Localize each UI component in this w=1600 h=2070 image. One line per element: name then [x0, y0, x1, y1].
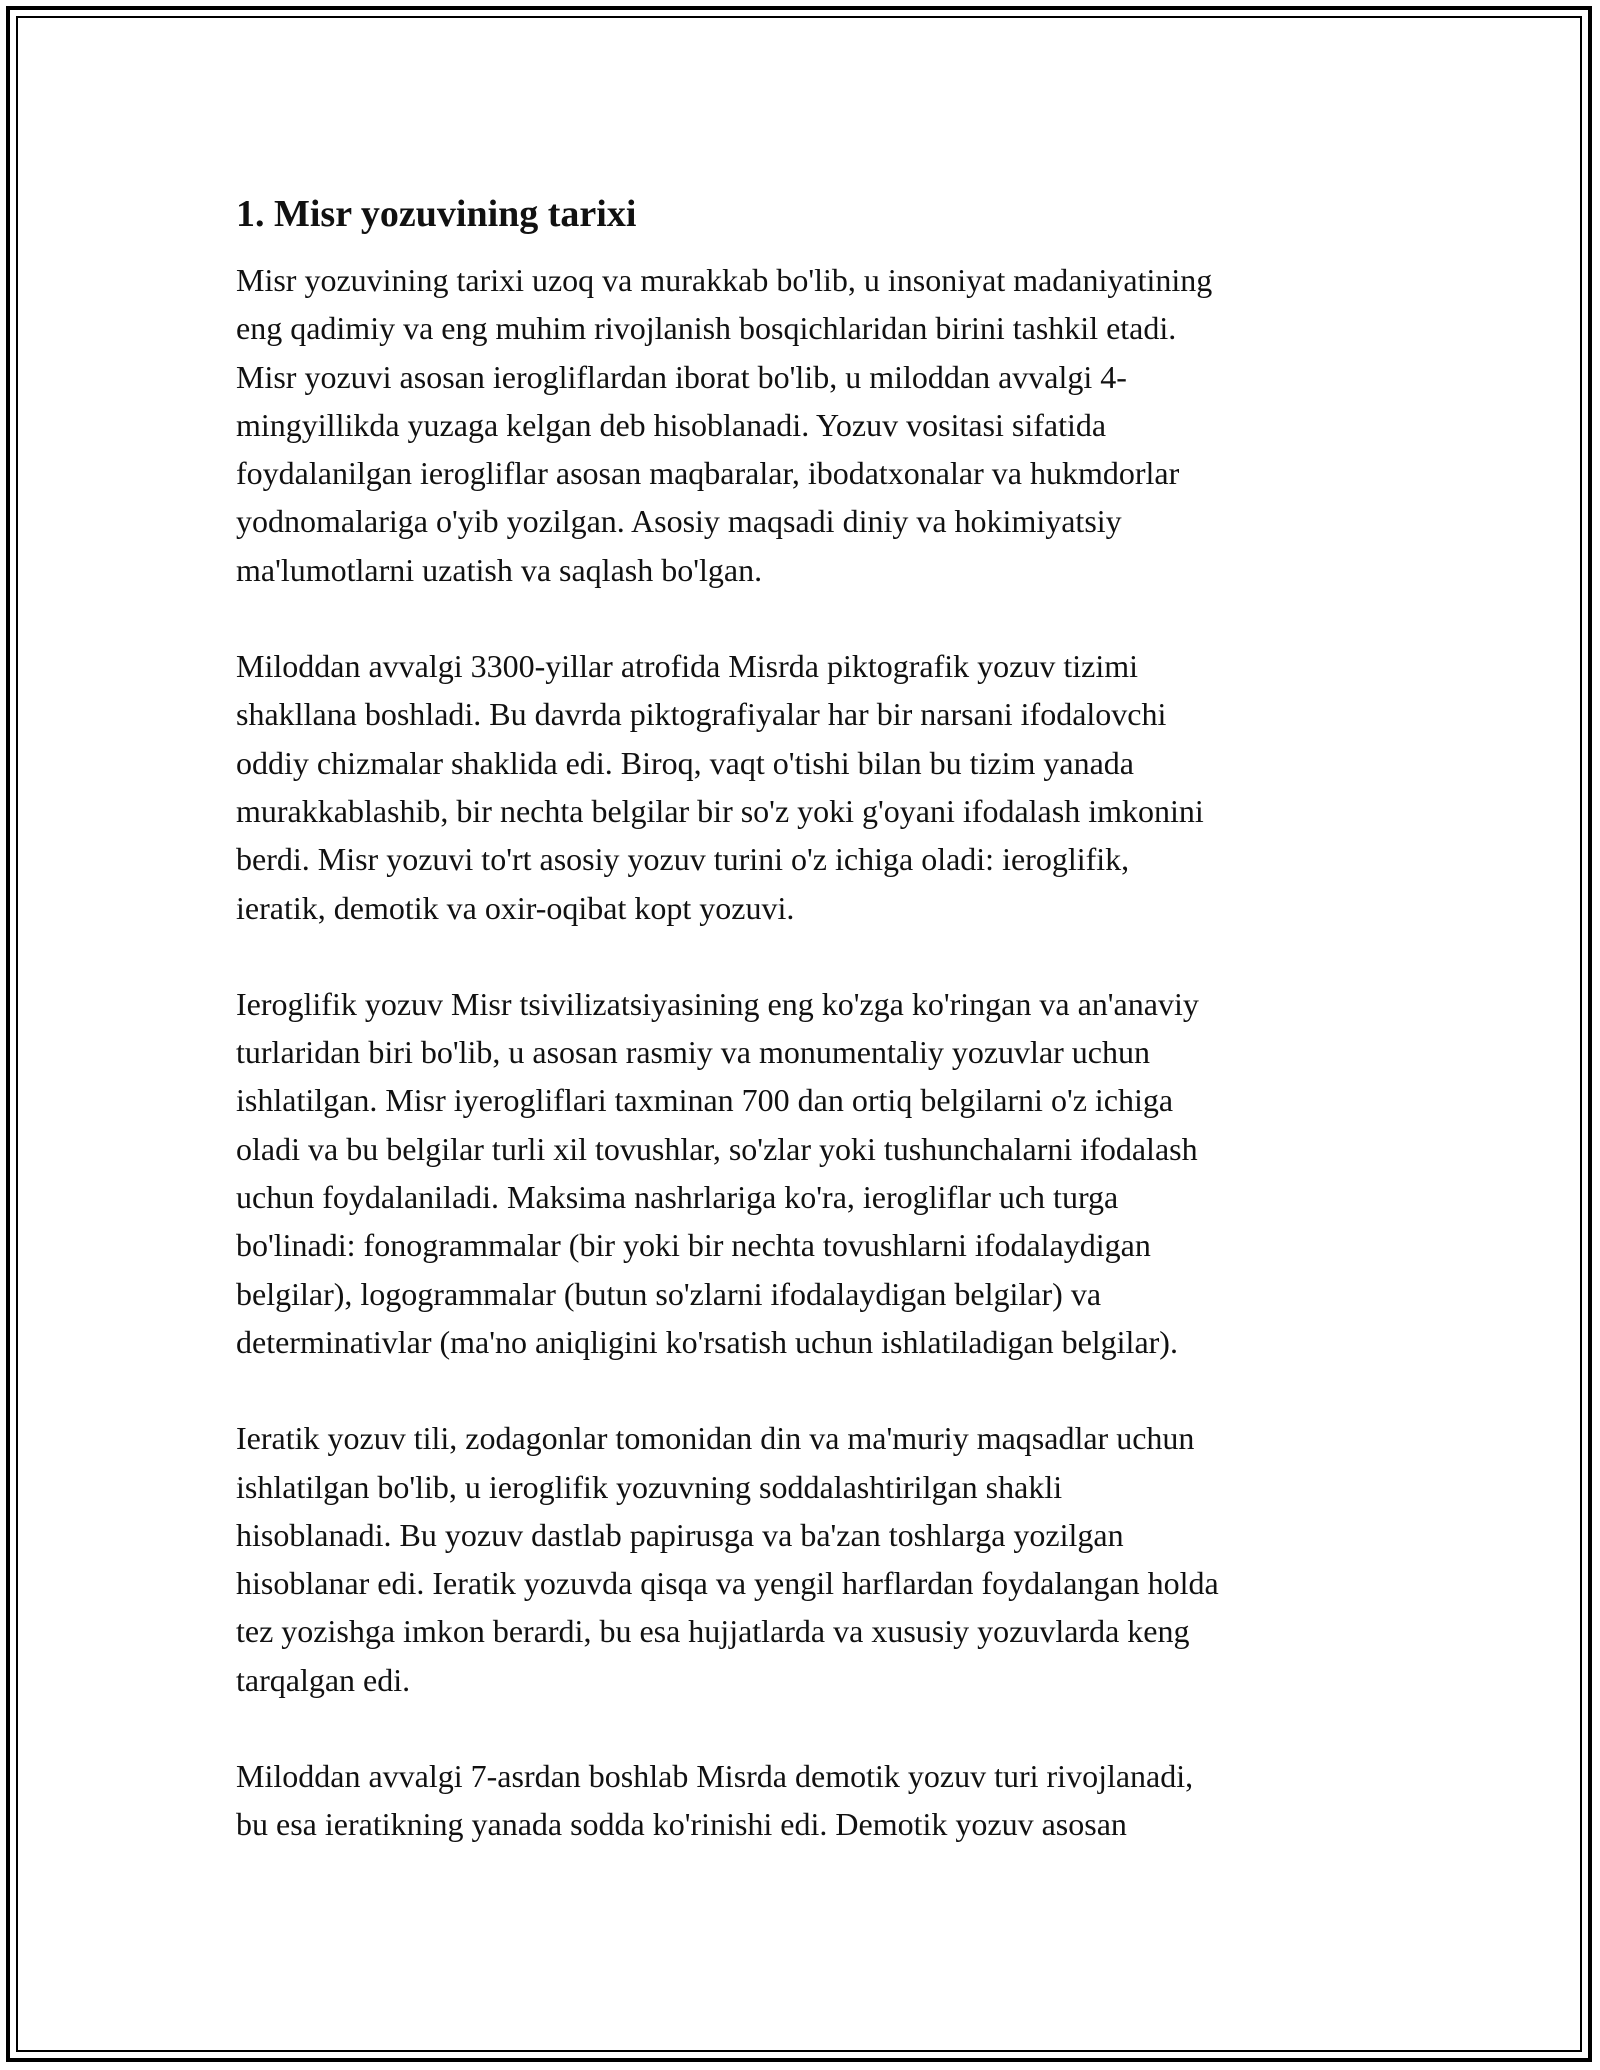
- paragraph-hieratic-writing: Ieratik yozuv tili, zodagonlar tomonidan din va ma'muriy maqsadlar uchun ishlatilgan bo'lib, u ieroglifik yozuvning soddalashtirilgan shakli hisoblanadi. Bu yozuv dastlab papirusga va ba'zan toshlarga yozilgan hisoblanar edi. Ieratik yozuvda qisqa va yengil harflardan foydalangan holda tez yozishga imkon berardi, bu esa hujjatlarda va xususiy yozuvlarda keng tarqalgan edi.: [236, 1420, 1219, 1698]
- paragraph-history-overview: Misr yozuvining tarixi uzoq va murakkab bo'lib, u insoniyat madaniyatining eng qadimiy va eng muhim rivojlanish bosqichlaridan birini tashkil etadi. Misr yozuvi asosan ierogliflardan iborat bo'lib, u miloddan avvalgi 4- mingyillikda yuzaga kelgan deb hisoblanadi. Yozuv vositasi sifatida foydalanilgan ierogliflar asosan maqbaralar, ibodatxonalar va hukmdorlar yodnomalariga o'yib yozilgan. Asosiy maqsadi diniy va hokimiyatsiy ma'lumotlarni uzatish va saqlash bo'lgan.: [236, 262, 1213, 588]
- paragraph-pictographic-origins: Miloddan avvalgi 3300-yillar atrofida Misrda piktografik yozuv tizimi shakllana boshladi. Bu davrda piktografiyalar har bir narsani ifodalovchi oddiy chizmalar shaklida edi. Biroq, vaqt o'tishi bilan bu tizim yanada murakkablashib, bir nechta belgilar bir so'z yoki g'oyani ifodalash imkonini berdi. Misr yozuvi to'rt asosiy yozuv turini o'z ichiga oladi: ieroglifik, ieratik, demotik va oxir-oqibat kopt yozuvi.: [236, 648, 1204, 926]
- paragraph-hieroglyphic-writing: Ieroglifik yozuv Misr tsivilizatsiyasining eng ko'zga ko'ringan va an'anaviy turlaridan biri bo'lib, u asosan rasmiy va monumentaliy yozuvlar uchun ishlatilgan. Misr iyerogliflari taxminan 700 dan ortiq belgilarni o'z ichiga oladi va bu belgilar turli xil tovushlar, so'zlar yoki tushunchalarni ifodalash uchun foydalaniladi. Maksima nashrlariga ko'ra, ierogliflar uch turga bo'linadi: fonogrammalar (bir yoki bir nechta tovushlarni ifodalaydigan belgilar), logogrammalar (butun so'zlarni ifodalaydigan belgilar) va determinativlar (ma'no aniqligini ko'rsatish uchun ishlatiladigan belgilar).: [236, 985, 1199, 1360]
- section-heading: 1. Misr yozuvining tarixi: [236, 193, 637, 235]
- paragraph-demotic-writing: Miloddan avvalgi 7-asrdan boshlab Misrda demotik yozuv turi rivojlanadi, bu esa ieratikning yanada sodda ko'rinishi edi. Demotik yozuv asosan: [236, 1758, 1194, 1843]
- document-body: [236, 186, 1376, 1897]
